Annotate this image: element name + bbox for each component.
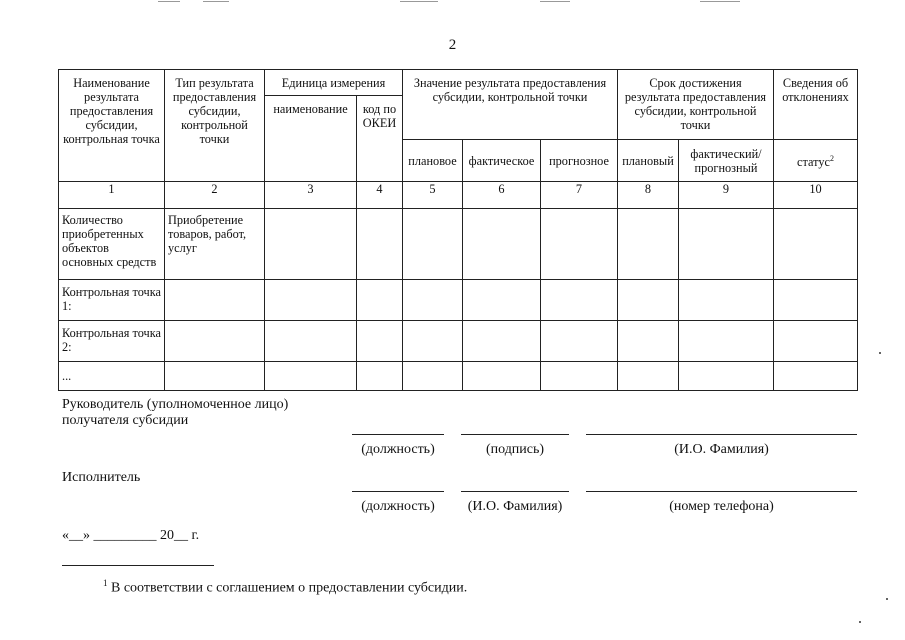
- row-result-name: Количество приобретенных объектов основных средств: [59, 209, 165, 280]
- col-number: 8: [618, 182, 679, 209]
- col-number: 10: [774, 182, 858, 209]
- col-number: 4: [357, 182, 403, 209]
- table-row: [59, 362, 858, 391]
- report-table: [58, 69, 858, 391]
- col-number: 3: [265, 182, 357, 209]
- status-footnote-mark: 2: [829, 153, 834, 163]
- exec-name-caption: (И.О. Фамилия): [467, 499, 563, 514]
- scan-top-marks: [0, 0, 905, 4]
- header-unit-name: наименование: [265, 96, 357, 182]
- row-result-type: [165, 280, 265, 321]
- footnote-text: В соответствии с соглашением о предоставлении субсидии.: [111, 580, 468, 596]
- col-number: 7: [541, 182, 618, 209]
- date-line: «__» _________ 20__ г.: [62, 528, 200, 543]
- header-result-type: Тип результата предоставления субсидии, контрольной точки: [165, 70, 265, 182]
- header-term-plan: плановый: [618, 140, 679, 182]
- exec-name-line: [461, 491, 569, 492]
- header-unit: Единица измерения: [265, 70, 403, 96]
- col-number: 9: [679, 182, 774, 209]
- header-value-forecast: прогнозное: [541, 140, 618, 182]
- head-signature-line: [461, 434, 569, 435]
- header-value: Значение результата предоставления субсидии, контрольной точки: [403, 70, 618, 140]
- column-numbers-row: [59, 182, 858, 209]
- head-name-line: [586, 434, 857, 435]
- exec-position-line: [352, 491, 444, 492]
- head-title-line1: Руководитель (уполномоченное лицо): [62, 397, 289, 412]
- table-row: [59, 321, 858, 362]
- head-position-caption: (должность): [361, 442, 435, 457]
- col-number: 1: [59, 182, 165, 209]
- exec-position-caption: (должность): [361, 499, 435, 514]
- col-number: 6: [463, 182, 541, 209]
- header-value-plan: плановое: [403, 140, 463, 182]
- footnote-separator: [62, 565, 214, 566]
- header-term-fact: фактический/ прогнозный: [679, 140, 774, 182]
- head-signature-caption: (подпись): [485, 442, 545, 457]
- footnote: [103, 578, 467, 597]
- header-deviation-status: [774, 140, 858, 182]
- header-unit-code: код по ОКЕИ: [357, 96, 403, 182]
- scan-speck: [859, 621, 861, 623]
- row-result-type: [165, 321, 265, 362]
- exec-phone-line: [586, 491, 857, 492]
- header-deviations: Сведения об отклонениях: [774, 70, 858, 140]
- row-result-type: [165, 362, 265, 391]
- table-row: [59, 209, 858, 280]
- header-result-name: Наименование результата предоставления субсидии, контрольная точка: [59, 70, 165, 182]
- col-number: 5: [403, 182, 463, 209]
- table-row: [59, 280, 858, 321]
- row-result-name: Контрольная точка 1:: [59, 280, 165, 321]
- row-result-name: ...: [59, 362, 165, 391]
- row-result-name: Контрольная точка 2:: [59, 321, 165, 362]
- scan-speck: [886, 598, 888, 600]
- head-title-line2: получателя субсидии: [62, 413, 189, 428]
- head-name-caption: (И.О. Фамилия): [674, 442, 769, 457]
- page-number: 2: [448, 37, 457, 53]
- scan-speck: [879, 352, 881, 354]
- header-value-fact: фактическое: [463, 140, 541, 182]
- executor-title: Исполнитель: [62, 470, 141, 485]
- status-label: статус: [797, 155, 830, 170]
- row-result-type: Приобретение товаров, работ, услуг: [165, 209, 265, 280]
- exec-phone-caption: (номер телефона): [669, 499, 774, 514]
- header-term: Срок достижения результата предоставления субсидии, контрольной точки: [618, 70, 774, 140]
- head-position-line: [352, 434, 444, 435]
- col-number: 2: [165, 182, 265, 209]
- footnote-mark: 1: [103, 578, 108, 588]
